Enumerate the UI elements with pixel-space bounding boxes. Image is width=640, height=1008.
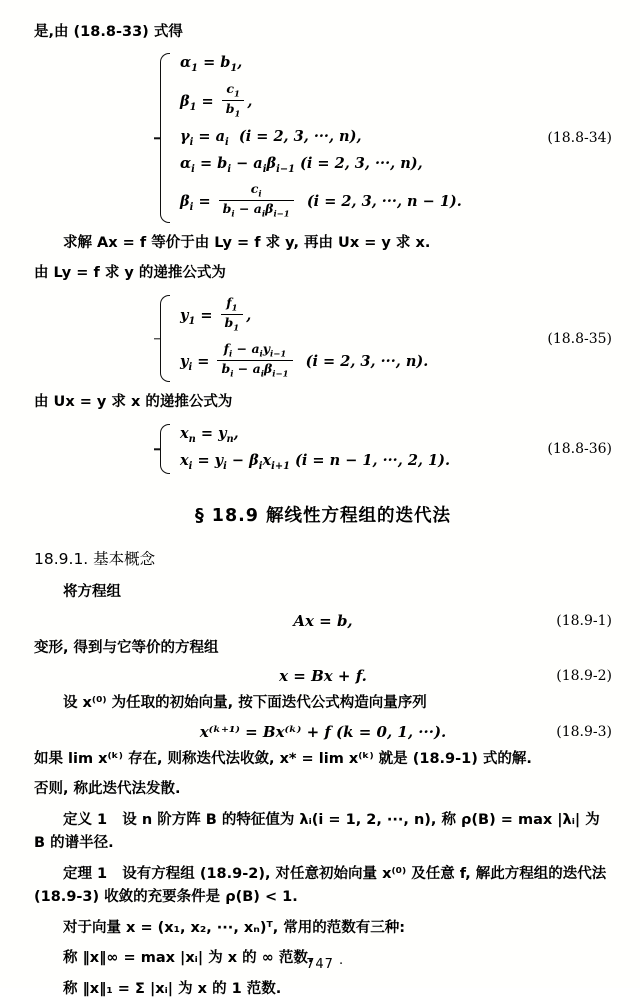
- equation-tag: (18.9-3): [556, 723, 612, 740]
- system-rows: [170, 293, 428, 385]
- equation-tag: (18.9-2): [556, 668, 612, 685]
- system-row: $y_i$ = $\frac{f_i - a_iy_{i-1}}{b_i - a_i\beta_{i-1}}$ (i = 2, 3, ···, n).: [180, 340, 429, 380]
- paragraph-inf-norm: 称 ‖x‖∞ = max |xᵢ| 为 x 的 ∞ 范数.: [63, 950, 314, 967]
- equation-body: x = Bx + f.: [279, 667, 367, 686]
- subsection-title: 18.9.1. 基本概念: [34, 550, 156, 569]
- equation-body: x⁽ᵏ⁺¹⁾ = Bx⁽ᵏ⁾ + f (k = 0, 1, ···).: [199, 722, 447, 741]
- equation-tag: (18.9-1): [556, 612, 612, 629]
- theorem-label: 定理 1: [63, 865, 108, 882]
- equation-18-9-2: [34, 667, 612, 685]
- theorem-text: 设有方程组 (18.9-2), 对任意初始向量 x⁽⁰⁾ 及任意 f, 解此方程组的迭代法 (18.9-3) 收敛的充要条件是 ρ(B) < 1.: [34, 865, 607, 906]
- left-brace: [154, 422, 170, 476]
- equation-tag: (18.8-36): [547, 441, 612, 458]
- equation-system: [154, 293, 612, 385]
- equation-body: Ax = b,: [293, 611, 353, 630]
- definition-label: 定义 1: [63, 811, 108, 828]
- left-brace: [154, 51, 170, 224]
- equation-18-9-3: [34, 723, 612, 741]
- left-brace: [154, 293, 170, 385]
- paragraph-initial-vector: 设 x⁽⁰⁾ 为任取的初始向量, 按下面迭代公式构造向量序列: [63, 695, 427, 712]
- equation-system: [154, 422, 612, 476]
- equation-system: [154, 51, 612, 224]
- paragraph-vector-norms: 对于向量 x = (x₁, x₂, ···, xₙ)ᵀ, 常用的范数有三种:: [63, 919, 406, 936]
- definition-1: [34, 809, 612, 856]
- system-row: $x_i = y_i - \beta_ix_{i+1}$ (i = n − 1, ···, 2, 1).: [180, 452, 451, 473]
- equation-18-8-34: [34, 51, 612, 224]
- system-rows: [170, 51, 462, 224]
- theorem-1: [34, 863, 612, 910]
- system-row: $y_1$ = $\frac{f_1}{b_1}$ ,: [180, 294, 252, 334]
- system-row: $\beta_1$ = $\frac{c_1}{b_1}$ ,: [180, 80, 253, 120]
- system-rows: [170, 422, 450, 476]
- paragraph-solve: 求解 Ax = f 等价于由 Ly = f 求 y, 再由 Ux = y 求 x.: [63, 234, 431, 251]
- paragraph-limit: 如果 lim x⁽ᵏ⁾ 存在, 则称迭代法收敛, x* = lim x⁽ᵏ⁾ 就是 (18.9-1) 式的解.: [34, 750, 532, 767]
- paragraph-one-norm: 称 ‖x‖₁ = Σ |xᵢ| 为 x 的 1 范数.: [63, 980, 282, 997]
- definition-text: 设 n 阶方阵 B 的特征值为 λᵢ(i = 1, 2, ···, n), 称 ρ(B) = max |λᵢ| 为 B 的谱半径.: [34, 811, 600, 852]
- system-row: $\alpha_i = b_i - a_i\beta_{i-1}$ (i = 2, 3, ···, n),: [180, 154, 423, 175]
- system-row: $\alpha_1 = b_1$,: [180, 54, 243, 75]
- system-row: $\beta_i$ = $\frac{c_i}{b_i - a_i\beta_{i-1}}$ (i = 2, 3, ···, n − 1).: [180, 180, 462, 220]
- lead-line: 是,由 (18.8-33) 式得: [34, 24, 183, 40]
- paragraph-recurrence-y: 由 Ly = f 求 y 的递推公式为: [34, 265, 226, 282]
- paragraph-transform: 变形, 得到与它等价的方程组: [34, 639, 219, 656]
- paragraph-recurrence-x: 由 Ux = y 求 x 的递推公式为: [34, 394, 233, 411]
- equation-tag: (18.8-34): [547, 130, 612, 147]
- section-title: § 18.9 解线性方程组的迭代法: [194, 506, 452, 527]
- system-row: $\gamma_i = a_i$ (i = 2, 3, ···, n),: [180, 127, 362, 148]
- system-row: $x_n = y_n$,: [180, 424, 239, 445]
- page-number: · 747 ·: [295, 957, 345, 972]
- paragraph-divergence: 否则, 称此迭代法发散.: [34, 781, 181, 798]
- equation-18-8-36: [34, 422, 612, 476]
- paragraph-intro: 将方程组: [63, 584, 121, 601]
- page-content: [34, 14, 612, 1008]
- equation-18-8-35: [34, 293, 612, 385]
- equation-tag: (18.8-35): [547, 330, 612, 347]
- equation-18-9-1: [34, 612, 612, 630]
